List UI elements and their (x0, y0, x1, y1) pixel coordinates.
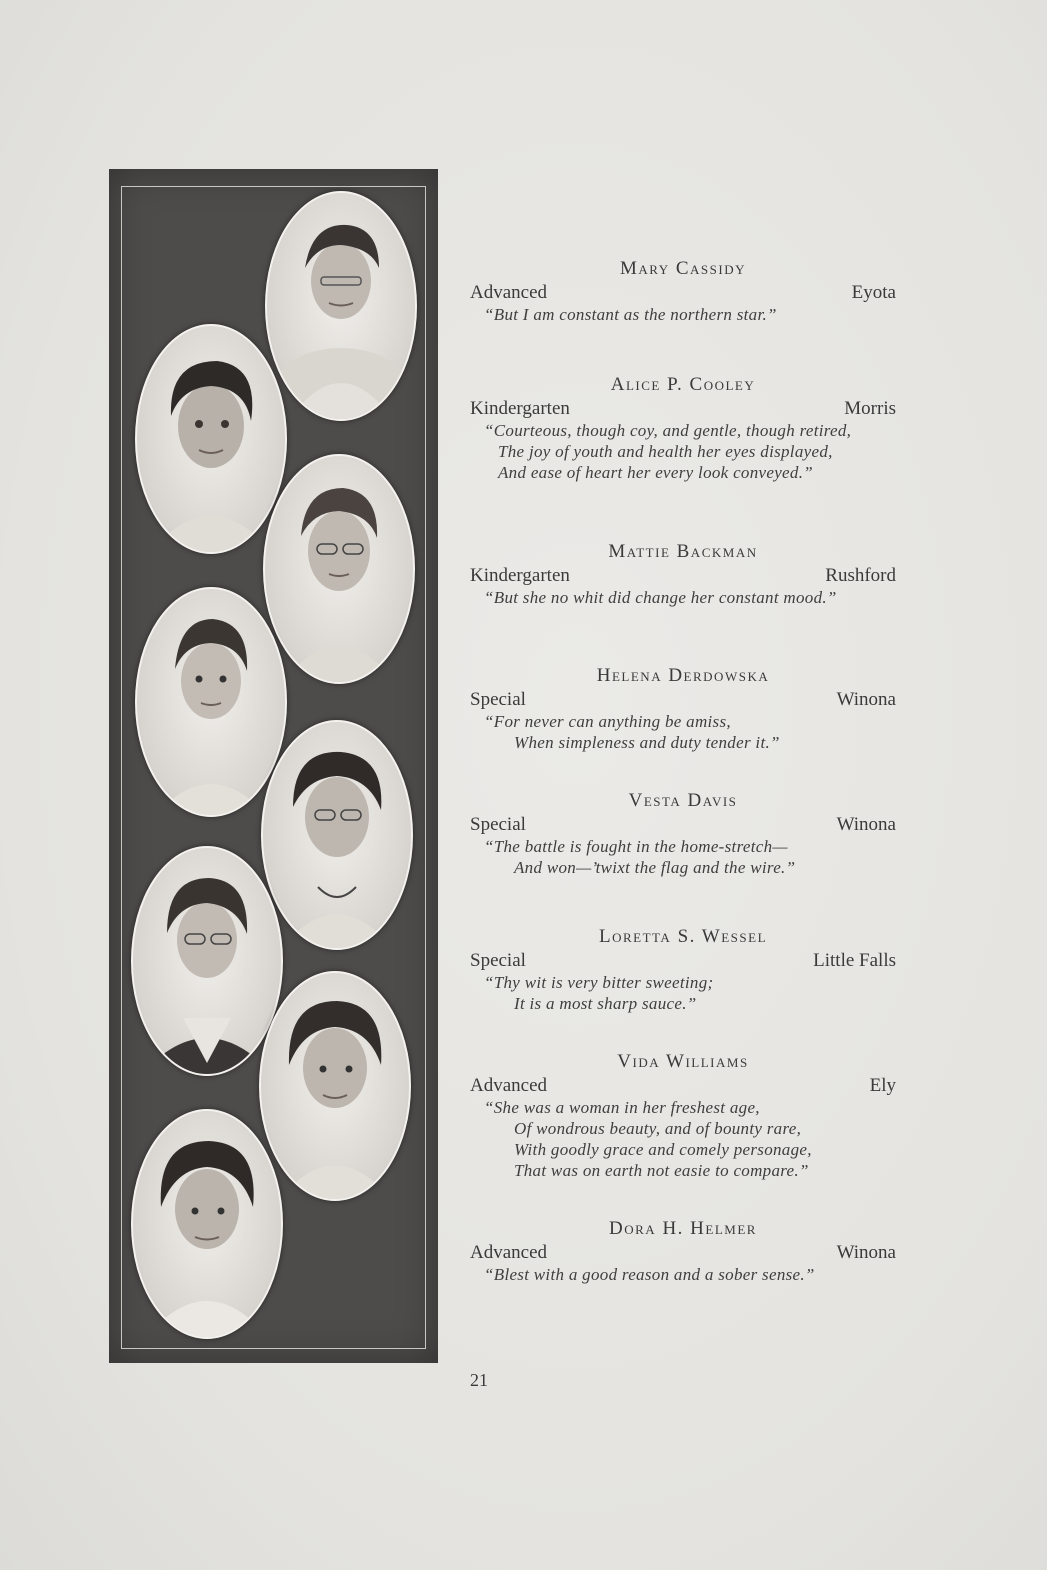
student-meta (470, 1242, 896, 1264)
portrait-photo (135, 324, 287, 554)
course-label: Advanced (470, 282, 548, 303)
portrait-photo (131, 1109, 283, 1339)
student-quote (470, 836, 896, 878)
student-quote (470, 711, 896, 753)
student-meta (470, 565, 896, 587)
quote-line: And ease of heart her every look conveyed.” (498, 463, 814, 482)
student-entry (470, 788, 896, 878)
quote-line: “The battle is fought in the home-stretch— (484, 837, 788, 856)
student-quote (470, 587, 896, 608)
student-meta (470, 282, 896, 304)
portrait-figure (133, 848, 281, 1074)
course-label: Special (470, 814, 526, 835)
quote-line: And won—’twixt the flag and the wire.” (514, 858, 796, 877)
portrait-photo (263, 454, 415, 684)
course-label: Kindergarten (470, 398, 570, 419)
hometown-label: Ely (869, 1075, 896, 1096)
quote-line: “Thy wit is very bitter sweeting; (484, 973, 714, 992)
student-entry (470, 539, 896, 608)
portrait-photo (135, 587, 287, 817)
course-label: Special (470, 950, 526, 971)
student-quote (470, 1097, 896, 1181)
quote-line: With goodly grace and comely personage, (514, 1140, 812, 1159)
quote-line: When simpleness and duty tender it.” (514, 733, 780, 752)
student-entry (470, 924, 896, 1014)
quote-line: That was on earth not easie to compare.” (514, 1161, 809, 1180)
student-entry (470, 1216, 896, 1285)
portrait-figure (267, 193, 415, 419)
quote-line: “Blest with a good reason and a sober sense.” (484, 1265, 815, 1284)
course-label: Advanced (470, 1242, 548, 1263)
portrait-figure (265, 456, 413, 682)
hometown-label: Winona (836, 1242, 896, 1263)
student-meta (470, 689, 896, 711)
student-quote (470, 304, 896, 325)
hometown-label: Little Falls (813, 950, 896, 971)
student-meta (470, 814, 896, 836)
portrait-figure (137, 326, 285, 552)
quote-line: The joy of youth and health her eyes displayed, (498, 442, 833, 461)
student-name: Vida Williams (617, 1051, 749, 1072)
hometown-label: Rushford (825, 565, 896, 586)
student-name: Alice P. Cooley (610, 374, 756, 395)
student-name: Dora H. Helmer (609, 1218, 757, 1239)
student-meta (470, 1075, 896, 1097)
portrait-figure (261, 973, 409, 1199)
student-entry (470, 256, 896, 325)
student-quote (470, 1264, 896, 1285)
hometown-label: Eyota (851, 282, 896, 303)
student-quote (470, 420, 896, 483)
hometown-label: Winona (836, 689, 896, 710)
quote-line: “But she no whit did change her constant mood.” (484, 588, 837, 607)
portrait-figure (263, 722, 411, 948)
student-entry (470, 663, 896, 753)
quote-line: It is a most sharp sauce.” (514, 994, 697, 1013)
portrait-panel (109, 169, 438, 1363)
quote-line: Of wondrous beauty, and of bounty rare, (514, 1119, 802, 1138)
student-name: Vesta Davis (628, 790, 738, 811)
hometown-label: Winona (836, 814, 896, 835)
course-label: Kindergarten (470, 565, 570, 586)
student-name: Mattie Backman (608, 541, 758, 562)
quote-line: “She was a woman in her freshest age, (484, 1098, 760, 1117)
student-meta (470, 950, 896, 972)
student-entry (470, 372, 896, 483)
student-quote (470, 972, 896, 1014)
course-label: Special (470, 689, 526, 710)
student-name: Mary Cassidy (619, 258, 746, 279)
hometown-label: Morris (844, 398, 896, 419)
quote-line: “Courteous, though coy, and gentle, though retired, (484, 421, 852, 440)
course-label: Advanced (470, 1075, 548, 1096)
portrait-photo (261, 720, 413, 950)
student-name: Helena Derdowska (596, 665, 770, 686)
student-entry (470, 1049, 896, 1181)
portrait-figure (137, 589, 285, 815)
quote-line: “But I am constant as the northern star.” (484, 305, 777, 324)
student-meta (470, 398, 896, 420)
quote-line: “For never can anything be amiss, (484, 712, 731, 731)
page-number: 21 (470, 1370, 488, 1390)
portrait-photo (131, 846, 283, 1076)
student-name: Loretta S. Wessel (598, 926, 768, 947)
portrait-photo (265, 191, 417, 421)
portrait-photo (259, 971, 411, 1201)
portrait-figure (133, 1111, 281, 1337)
